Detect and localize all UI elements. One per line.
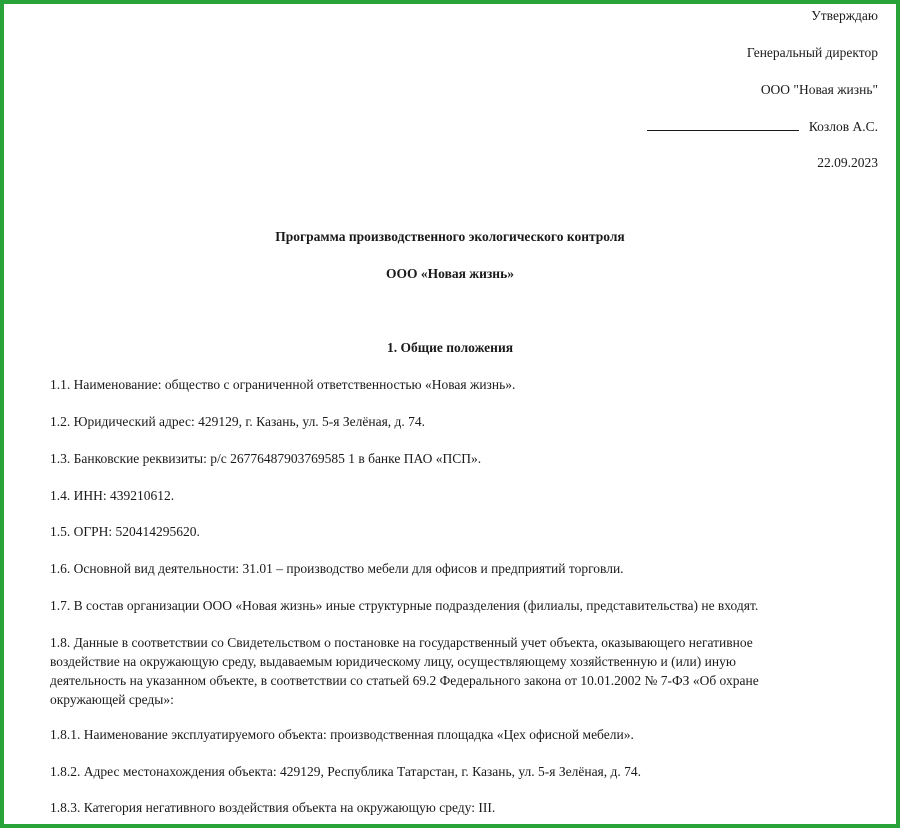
list-item: 1.3. Банковские реквизиты: р/с 26776487903769585 1 в банке ПАО «ПСП». [50,451,482,466]
sub-item: 1.8.2. Адрес местонахождения объекта: 429129, Республика Татарстан, г. Казань, ул. 5-я Зелёная, д. 74. [50,764,642,779]
section-heading: 1. Общие положения [386,340,514,355]
approval-company: ООО "Новая жизнь" [760,82,878,97]
item-1-8-line: воздействие на окружающую среду, выдаваемым юридическому лицу, осуществляющему хозяйственную и (или) иную [50,654,736,669]
list-item: 1.7. В состав организации ООО «Новая жизнь» иные структурные подразделения (филиалы, представительства) не входят. [50,598,759,613]
list-item: 1.6. Основной вид деятельности: 31.01 – производство мебели для офисов и предприятий торговли. [50,561,624,576]
approval-position: Генеральный директор [746,45,878,60]
item-1-8-line: окружающей среды»: [50,692,174,707]
approval-date: 22.09.2023 [817,155,878,170]
approval-approve: Утверждаю [811,8,878,23]
document-subtitle: ООО «Новая жизнь» [386,266,514,281]
list-item: 1.4. ИНН: 439210612. [50,488,175,503]
item-1-8-line: деятельность на указанном объекте, в соответствии со статьей 69.2 Федерального закона от 10.01.2002 № 7-ФЗ «Об охране [50,673,759,688]
approval-signer: Козлов А.С. [808,119,878,134]
signature-blank [647,129,799,131]
approval-signature-line [647,119,878,135]
list-item: 1.2. Юридический адрес: 429129, г. Казань, ул. 5-я Зелёная, д. 74. [50,414,426,429]
sub-item: 1.8.3. Категория негативного воздействия объекта на окружающую среду: III. [50,800,496,815]
list-item: 1.1. Наименование: общество с ограниченной ответственностью «Новая жизнь». [50,377,516,392]
document-title: Программа производственного экологического контроля [275,229,625,244]
list-item: 1.5. ОГРН: 520414295620. [50,524,200,539]
sub-item: 1.8.1. Наименование эксплуатируемого объекта: производственная площадка «Цех офисной мебели». [50,727,634,742]
item-1-8-line: 1.8. Данные в соответствии со Свидетельством о постановке на государственный учет объекта, оказывающего негативное [50,635,753,650]
